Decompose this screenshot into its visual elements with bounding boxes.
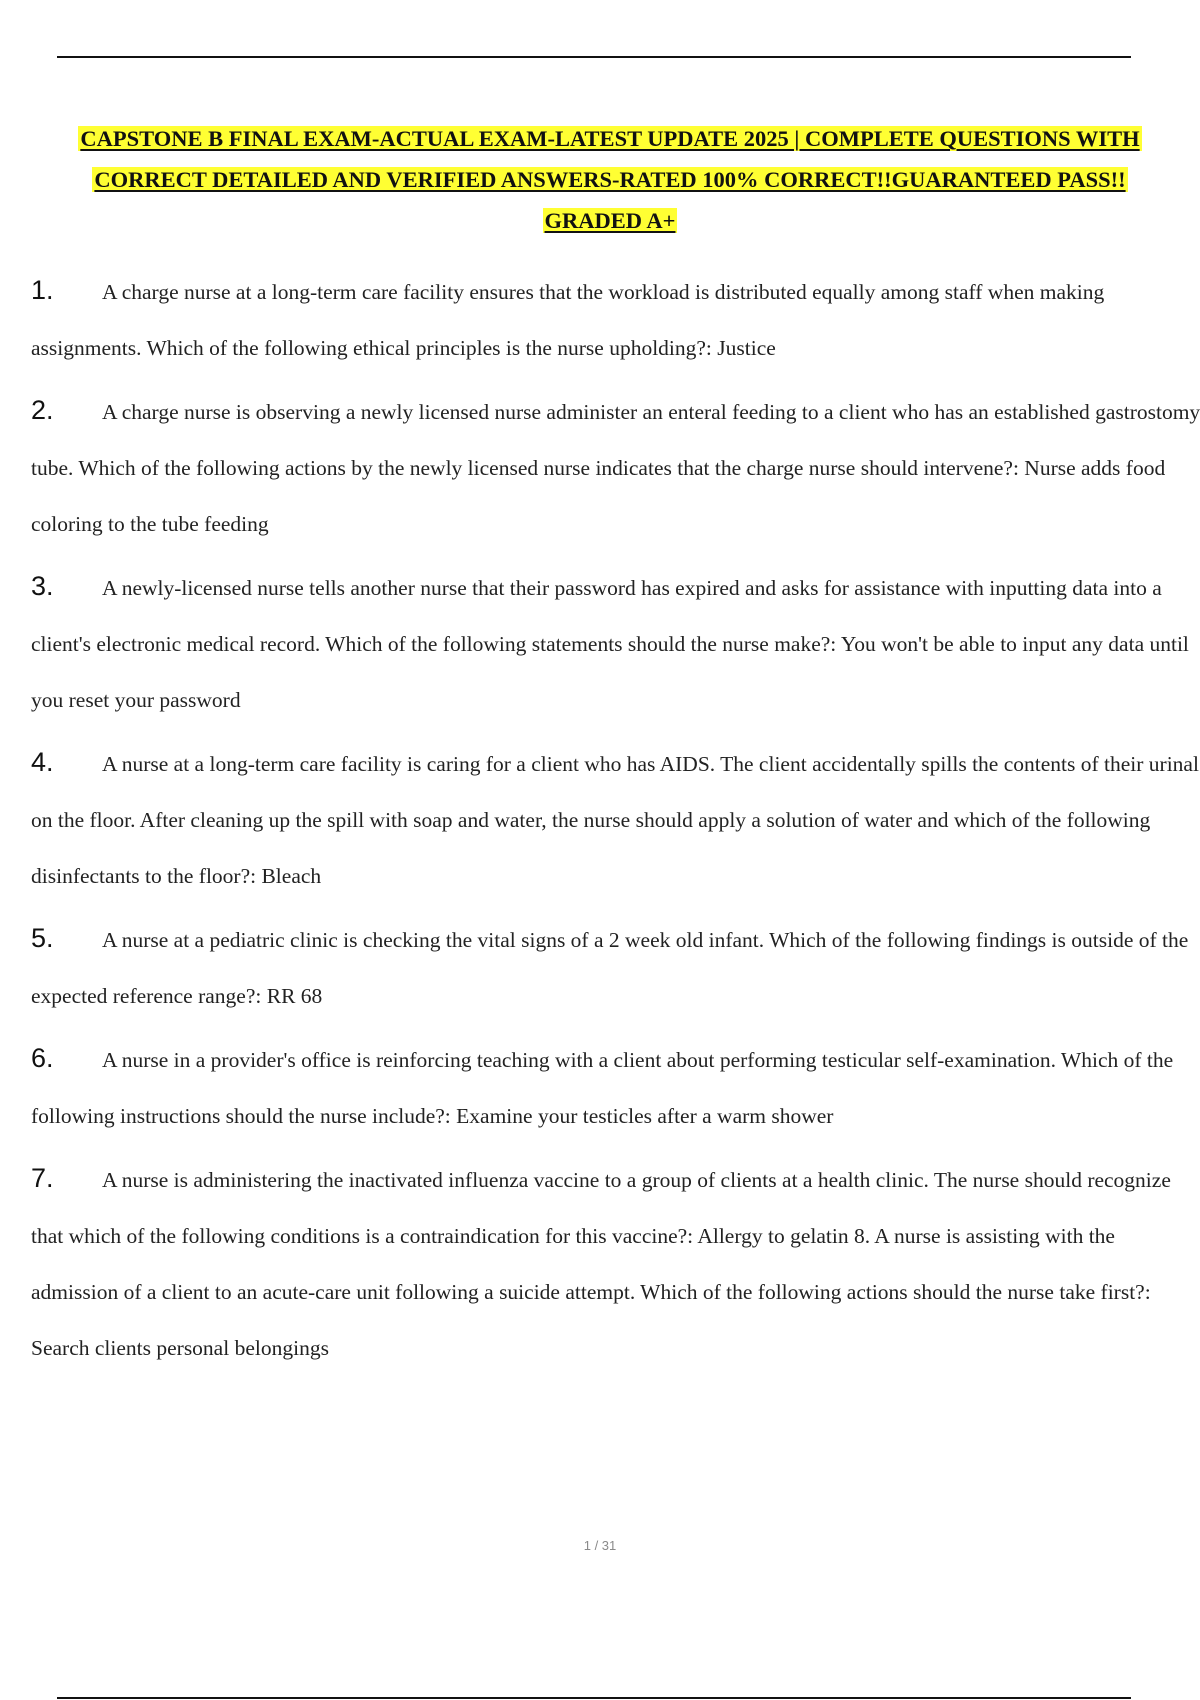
title-line-3-text: GRADED A+ [544, 208, 676, 233]
page-indicator: 1 / 31 [583, 1538, 617, 1553]
document-title [30, 118, 1190, 241]
question-number: 1. [31, 275, 54, 305]
question-text: A newly-licensed nurse tells another nurse that their password has expired and asks for assistance with inputting data into a client's electronic medical record. Which of the following statements should the nurse make?: You won't be able to input any data until you reset your password [31, 576, 1189, 712]
question-number: 7. [31, 1163, 54, 1193]
question-text: A charge nurse is observing a newly licensed nurse administer an enteral feeding to a client who has an established gastrostomy tube. Which of the following actions by the newly licensed nurse indicates that the charge nurse should intervene?: Nurse adds food coloring to the tube feeding [31, 400, 1200, 536]
question-item-6 [31, 1030, 1200, 1144]
question-item-3 [31, 558, 1200, 728]
question-number: 2. [31, 395, 54, 425]
question-item-7 [31, 1150, 1200, 1376]
question-number: 6. [31, 1043, 54, 1073]
title-line-1 [30, 118, 1190, 159]
question-text: A charge nurse at a long-term care facility ensures that the workload is distributed equally among staff when making assignments. Which of the following ethical principles is the nurse upholding?: Justice [31, 280, 1105, 360]
title-line-1-text: CAPSTONE B FINAL EXAM-ACTUAL EXAM-LATEST UPDATE 2025 | COMPLETE QUESTIONS WITH [80, 126, 1140, 151]
title-line-2-text: CORRECT DETAILED AND VERIFIED ANSWERS-RATED 100% CORRECT!!GUARANTEED PASS!! [94, 167, 1126, 192]
question-item-2 [31, 382, 1200, 552]
top-rule [57, 56, 1131, 58]
title-line-3 [30, 200, 1190, 241]
bottom-rule [57, 1697, 1131, 1699]
question-text: A nurse is administering the inactivated influenza vaccine to a group of clients at a health clinic. The nurse should recognize that which of the following conditions is a contraindication for this vaccine?: Allergy to gelatin 8. A nurse is assisting with the admission of a client to an acute-care unit following a suicide attempt. Which of the following actions should the nurse take first?: Search clients personal belongings [31, 1168, 1171, 1360]
question-text: A nurse at a long-term care facility is caring for a client who has AIDS. The client accidentally spills the contents of their urinal on the floor. After cleaning up the spill with soap and water, the nurse should apply a solution of water and which of the following disinfectants to the floor?: Bleach [31, 752, 1199, 888]
question-number: 4. [31, 747, 54, 777]
question-text: A nurse at a pediatric clinic is checking the vital signs of a 2 week old infant. Which of the following findings is outside of the expected reference range?: RR 68 [31, 928, 1189, 1008]
question-text: A nurse in a provider's office is reinforcing teaching with a client about performing testicular self-examination. Which of the following instructions should the nurse include?: Examine your testicles after a warm shower [31, 1048, 1174, 1128]
question-item-1 [31, 262, 1200, 376]
title-line-2 [30, 159, 1190, 200]
question-number: 5. [31, 923, 54, 953]
question-number: 3. [31, 571, 54, 601]
question-item-5 [31, 910, 1200, 1024]
question-list [31, 262, 1200, 1382]
question-item-4 [31, 734, 1200, 904]
